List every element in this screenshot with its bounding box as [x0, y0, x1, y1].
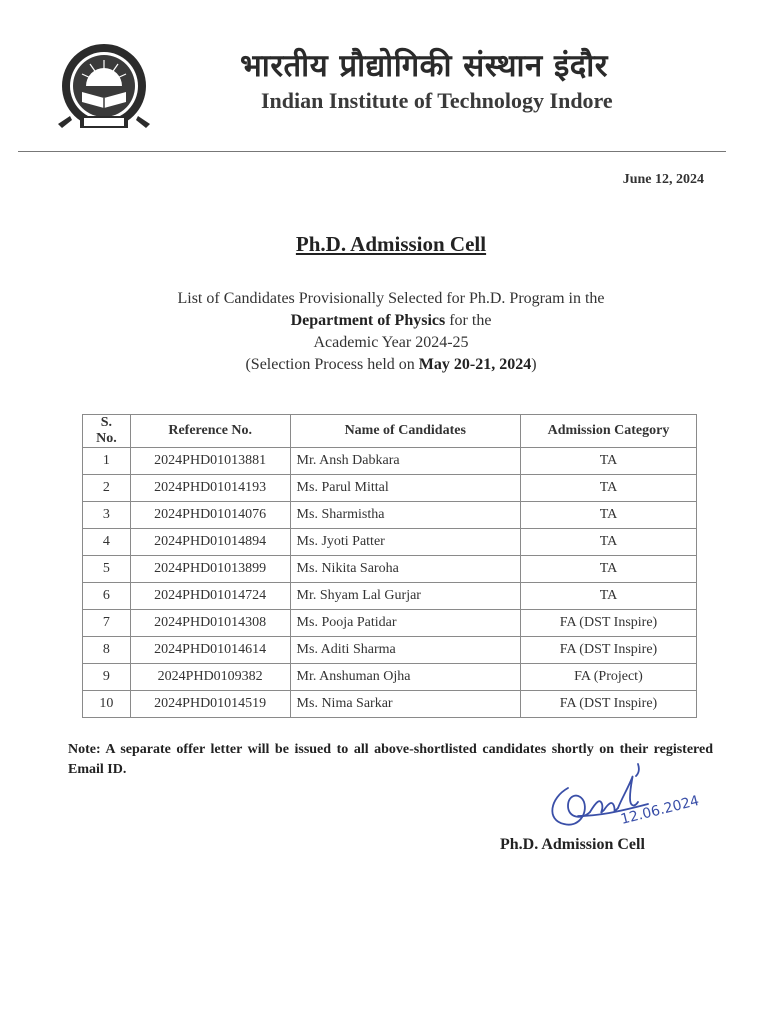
- page-title: Ph.D. Admission Cell: [295, 232, 487, 256]
- cell-category: FA (Project): [520, 664, 696, 691]
- cell-sno: 4: [83, 529, 131, 556]
- selection-dates: May 20-21, 2024: [418, 356, 532, 373]
- cell-sno: 2: [83, 475, 131, 502]
- cell-name: Ms. Aditi Sharma: [290, 637, 520, 664]
- table-row: [83, 610, 697, 637]
- cell-name: Ms. Pooja Patidar: [290, 610, 520, 637]
- cell-reference: 2024PHD0109382: [130, 664, 290, 691]
- cell-name: Mr. Shyam Lal Gurjar: [290, 583, 520, 610]
- cell-category: FA (DST Inspire): [520, 637, 696, 664]
- header-category: Admission Category: [520, 415, 696, 448]
- department-name: Department of Physics: [290, 312, 446, 329]
- intro-line-1: List of Candidates Provisionally Selected for Ph.D. Program in the: [177, 290, 605, 307]
- table-header-row: [83, 415, 697, 448]
- cell-category: TA: [520, 448, 696, 475]
- cell-sno: 5: [83, 556, 131, 583]
- cell-name: Ms. Nikita Saroha: [290, 556, 520, 583]
- cell-category: FA (DST Inspire): [520, 691, 696, 718]
- cell-category: FA (DST Inspire): [520, 610, 696, 637]
- cell-reference: 2024PHD01014519: [130, 691, 290, 718]
- cell-reference: 2024PHD01014193: [130, 475, 290, 502]
- signature-date: 12.06.2024: [619, 792, 701, 828]
- cell-name: Mr. Ansh Dabkara: [290, 448, 520, 475]
- intro-line-3: Academic Year 2024-25: [313, 334, 469, 351]
- table-row: [83, 583, 697, 610]
- cell-name: Mr. Anshuman Ojha: [290, 664, 520, 691]
- cell-name: Ms. Jyoti Patter: [290, 529, 520, 556]
- header-divider: [18, 151, 726, 152]
- cell-category: TA: [520, 556, 696, 583]
- cell-reference: 2024PHD01014614: [130, 637, 290, 664]
- candidates-table: [82, 414, 697, 718]
- table-row: [83, 475, 697, 502]
- table-row: [83, 502, 697, 529]
- institute-name-english: Indian Institute of Technology Indore: [261, 88, 613, 113]
- table-row: [83, 529, 697, 556]
- letter-date: June 12, 2024: [622, 172, 704, 187]
- table-row: [83, 664, 697, 691]
- handwritten-signature: [538, 758, 708, 842]
- table-row: [83, 637, 697, 664]
- cell-category: TA: [520, 583, 696, 610]
- header-reference: Reference No.: [130, 415, 290, 448]
- cell-sno: 7: [83, 610, 131, 637]
- table-row: [83, 448, 697, 475]
- cell-sno: 6: [83, 583, 131, 610]
- cell-name: Ms. Nima Sarkar: [290, 691, 520, 718]
- cell-reference: 2024PHD01013899: [130, 556, 290, 583]
- intro-line-2: Department of Physics for the: [290, 312, 492, 329]
- cell-name: Ms. Parul Mittal: [290, 475, 520, 502]
- institute-name-hindi: भारतीय प्रौद्योगिकी संस्थान इंदौर: [240, 48, 608, 84]
- cell-name: Ms. Sharmistha: [290, 502, 520, 529]
- intro-paragraph: [0, 288, 768, 376]
- note-paragraph: Note: A separate offer letter will be issued to all above-shortlisted candidates shortly on their registered Email ID.: [68, 742, 713, 777]
- cell-sno: 9: [83, 664, 131, 691]
- cell-sno: 10: [83, 691, 131, 718]
- cell-category: TA: [520, 502, 696, 529]
- cell-reference: 2024PHD01014076: [130, 502, 290, 529]
- iit-indore-emblem-icon: [52, 40, 160, 140]
- cell-category: TA: [520, 475, 696, 502]
- cell-reference: 2024PHD01014308: [130, 610, 290, 637]
- signatory-label: Ph.D. Admission Cell: [500, 836, 645, 853]
- table-row: [83, 556, 697, 583]
- table-row: [83, 691, 697, 718]
- header-sno: S. No.: [83, 415, 131, 448]
- cell-category: TA: [520, 529, 696, 556]
- cell-reference: 2024PHD01014894: [130, 529, 290, 556]
- cell-reference: 2024PHD01014724: [130, 583, 290, 610]
- intro-line-4: (Selection Process held on May 20-21, 2024): [245, 356, 537, 373]
- cell-reference: 2024PHD01013881: [130, 448, 290, 475]
- cell-sno: 1: [83, 448, 131, 475]
- cell-sno: 8: [83, 637, 131, 664]
- header-name: Name of Candidates: [290, 415, 520, 448]
- cell-sno: 3: [83, 502, 131, 529]
